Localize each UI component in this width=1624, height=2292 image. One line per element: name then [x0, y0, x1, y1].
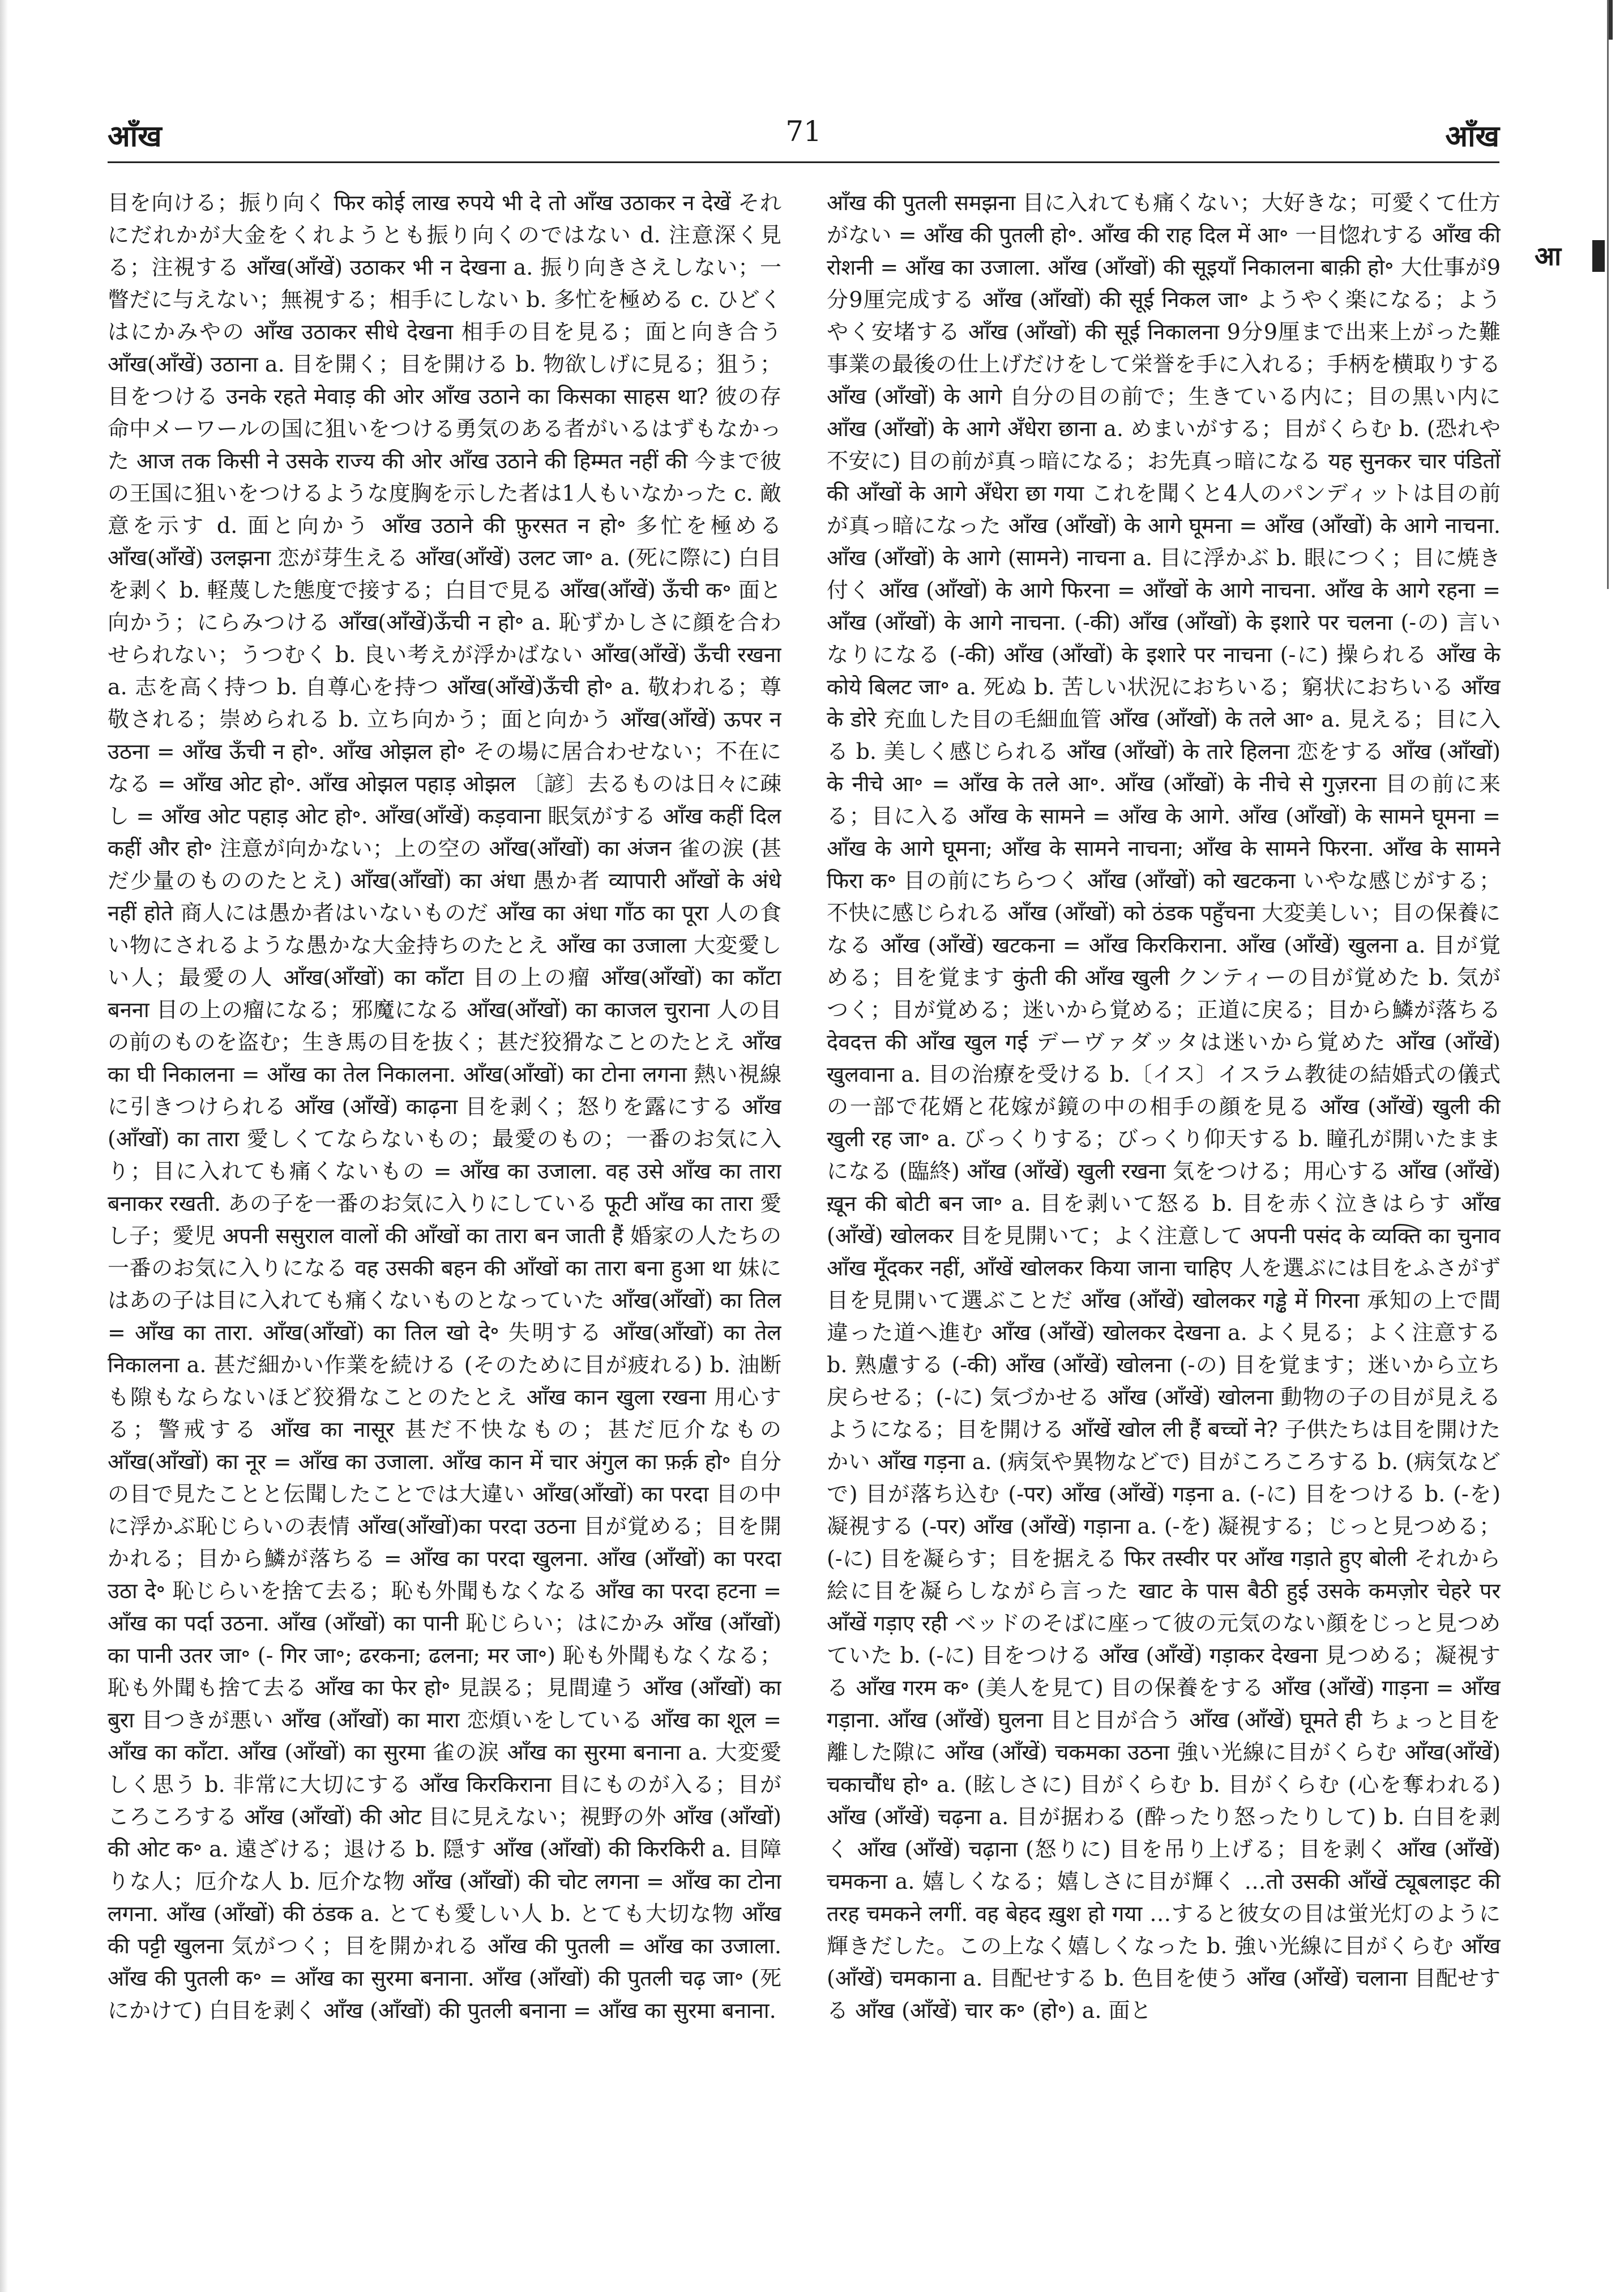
- right-running-headword: आँख: [1445, 119, 1499, 153]
- page-number: 71: [785, 115, 822, 148]
- left-column: [108, 187, 781, 2129]
- thumb-index-label: आ: [1535, 241, 1562, 271]
- page-header: [108, 110, 1499, 163]
- dictionary-body: [108, 187, 1501, 2129]
- edge-rule: [1607, 0, 1609, 589]
- scan-edge: [0, 0, 8, 2292]
- right-column: [827, 187, 1501, 2129]
- thumb-index-marker: [1592, 240, 1605, 272]
- left-column-text: 目を向ける；振り向く फिर कोई लाख रुपये भी दे तो आँख उठाकर न देखें それにだれかが大金をくれようとも振り向くのではない d. 注意深く見る；注視する आँख(आँखें) उठाकर भी न देखना a. 振り向きさえしない；一瞥だに与えない；無視する；相手にしない b. 多忙を極める c. ひどくはにかみやの आँख उठाकर सीधे देखना 相手の目を見る；面と向き合う आँख(आँखें) उठाना a. 目を開く；目を開ける b. 物欲しげに見る；狙う；目をつける उनके रहते मेवाड़ की ओर आँख उठाने का किसका साहस था? 彼の存命中メーワールの国に狙いをつける勇気のある者がいるはずもなかった आज तक किसी ने उसके राज्य की ओर आँख उठाने की हिम्मत नहीं की 今まで彼の王国に狙いをつけるような度胸を示した者は1人もいなかった c. 敵意を示す d. 面と向かう आँख उठाने की फ़ुरसत न हो॰ 多忙を極める आँख(आँखें) उलझना 恋が芽生える आँख(आँखें) उलट जा॰ a. (死に際に) 白目を剥く b. 軽蔑した態度で接する；白目で見る आँख(आँखें) ऊँची क॰ 面と向かう；にらみつける आँख(आँखें)ऊँची न हो॰ a. 恥ずかしさに顔を合わせられない；うつむく b. 良い考えが浮かばない आँख(आँखें) ऊँची रखना a. 志を高く持つ b. 自尊心を持つ आँख(आँखें)ऊँची हो॰ a. 敬われる；尊敬される；崇められる b. 立ち向かう；面と向かう आँख(आँखें) ऊपर न उठना = आँख ऊँची न हो॰. आँख ओझल हो॰ その場に居合わせない；不在になる = आँख ओट हो॰. आँख ओझल पहाड़ ओझल 〔諺〕去るものは日々に疎し = आँख ओट पहाड़ ओट हो॰. आँख(आँखें) कड़वाना 眠気がする आँख कहीं दिल कहीं और हो॰ 注意が向かない；上の空の आँख(आँखों) का अंजन 雀の涙 (甚だ少量のもののたとえ) आँख(आँखों) का अंधा 愚か者 व्यापारी आँखों के अंधे नहीं होते 商人には愚か者はいないものだ आँख का अंधा गाँठ का पूरा 人の食い物にされるような愚かな大金持ちのたとえ आँख का उजाला 大変愛しい人；最愛の人 आँख(आँखों) का काँटा 目の上の瘤 आँख(आँखों) का काँटा बनना 目の上の瘤になる；邪魔になる आँख(आँखों) का काजल चुराना 人の目の前のものを盗む；生き馬の目を抜く；甚だ狡猾なことのたとえ आँख का घी निकालना = आँख का तेल निकालना. आँख(आँखों) का टोना लगना 熱い視線に引きつけられる आँख (आँखें) काढ़ना 目を剥く；怒りを露にする आँख (आँखों) का तारा 愛しくてならないもの；最愛のもの；一番のお気に入り；目に入れても痛くないもの = आँख का उजाला. वह उसे आँख का तारा बनाकर रखती. あの子を一番のお気に入りにしている फूटी आँख का तारा 愛し子；愛児 अपनी ससुराल वालों की आँखों का तारा बन जाती हैं 婚家の人たちの一番のお気に入りになる वह उसकी बहन की आँखों का तारा बना हुआ था 妹にはあの子は目に入れても痛くないものとなっていた आँख(आँखों) का तिल = आँख का तारा. आँख(आँखों) का तिल खो दे॰ 失明する आँख(आँखों) का तेल निकालना a. 甚だ細かい作業を続ける (そのために目が疲れる) b. 油断も隙もならないほど狡猾なことのたとえ आँख कान खुला रखना 用心する；警戒する आँख का नासूर 甚だ不快なもの；甚だ厄介なもの आँख(आँखों) का नूर = आँख का उजाला. आँख कान में चार अंगुल का फ़र्क़ हो॰ 自分の目で見たことと伝聞したことでは大違い आँख(आँखों) का परदा 目の中に浮かぶ恥じらいの表情 आँख(आँखों)का परदा उठना 目が覚める；目を開かれる；目から鱗が落ちる = आँख का परदा खुलना. आँख (आँखों) का परदा उठा दे॰ 恥じらいを捨て去る；恥も外聞もなくなる आँख का परदा हटना = आँख का पर्दा उठना. आँख (आँखों) का पानी 恥じらい；はにかみ आँख (आँखों) का पानी उतर जा॰ (- गिर जा॰; ढरकना; ढलना; मर जा॰) 恥も外聞もなくなる；恥も外聞も捨て去る आँख का फेर हो॰ 見誤る；見間違う आँख (आँखों) का बुरा 目つきが悪い आँख (आँखों) का मारा 恋煩いをしている आँख का शूल = आँख का काँटा. आँख (आँखों) का सुरमा 雀の涙 आँख का सुरमा बनाना a. 大変愛しく思う b. 非常に大切にする आँख किरकिराना 目にものが入る；目がころころする आँख (आँखों) की ओट 目に見えない；視野の外 आँख (आँखों) की ओट क॰ a. 遠ざける；退ける b. 隠す आँख (आँखों) की किरकिरी a. 目障りな人；厄介な人 b. 厄介な物 आँख (आँखों) की चोट लगना = आँख का टोना लगना. आँख (आँखों) की ठंडक a. とても愛しい人 b. とても大切な物 आँख की पट्टी खुलना 気がつく；目を開かれる आँख की पुतली = आँख का उजाला. आँख की पुतली क॰ = आँख का सुरमा बनाना. आँख (आँखों) की पुतली चढ़ जा॰ (死にかけて) 白目を剥く आँख (आँखों) की पुतली बनाना = आँख का सुरमा बनाना.: [108, 190, 781, 2023]
- left-running-headword: आँख: [108, 119, 162, 153]
- right-column-text: आँख की पुतली समझना 目に入れても痛くない；大好きな；可愛くて仕方がない = आँख की पुतली हो॰. आँख की राह दिल में आ॰ 一目惚れする आँख की रोशनी = आँख का उजाला. आँख (आँखों) की सूइयाँ निकालना बाक़ी हो॰ 大仕事が9分9厘完成する आँख (आँखों) की सूई निकल जा॰ ようやく楽になる；ようやく安堵する आँख (आँखों) की सूई निकालना 9分9厘まで出来上がった難事業の最後の仕上げだけをして栄誉を手に入れる；手柄を横取りする आँख (आँखों) के आगे 自分の目の前で；生きている内に；目の黒い内に आँख (आँखों) के आगे अँधेरा छाना a. めまいがする；目がくらむ b. (恐れや不安に) 目の前が真っ暗になる；お先真っ暗になる यह सुनकर चार पंडितों की आँखों के आगे अँधेरा छा गया これを聞くと4人のパンディットは目の前が真っ暗になった आँख (आँखों) के आगे घूमना = आँख (आँखों) के आगे नाचना. आँख (आँखों) के आगे (सामने) नाचना a. 目に浮かぶ b. 眼につく；目に焼き付く आँख (आँखों) के आगे फिरना = आँखों के आगे नाचना. आँख के आगे रहना = आँख (आँखों) के आगे नाचना. (-की) आँख (आँखों) के इशारे पर चलना (-の) 言いなりになる (-की) आँख (आँखों) के इशारे पर नाचना (-に) 操られる आँख के कोये बिलट जा॰ a. 死ぬ b. 苦しい状況におちいる；窮状におちいる आँख के डोरे 充血した目の毛細血管 आँख (आँखों) के तले आ॰ a. 見える；目に入る b. 美しく感じられる आँख (आँखों) के तारे हिलना 恋をする आँख (आँखों) के नीचे आ॰ = आँख के तले आ॰. आँख (आँखों) के नीचे से गुज़रना 目の前に来る；目に入る आँख के सामने = आँख के आगे. आँख (आँखों) के सामने घूमना = आँख के आगे घूमना; आँख के सामने नाचना; आँख के सामने फिरना. आँख के सामने फिरा क॰ 目の前にちらつく आँख (आँखों) को खटकना いやな感じがする；不快に感じられる आँख (आँखों) को ठंडक पहुँचना 大変美しい；目の保養になる आँख (आँखें) खटकना = आँख किरकिराना. आँख (आँखें) खुलना a. 目が覚める；目を覚ます कुंती की आँख खुली クンティーの目が覚めた b. 気がつく；目が覚める；迷いから覚める；正道に戻る；目から鱗が落ちる देवदत्त की आँख खुल गई デーヴァダッタは迷いから覚めた आँख (आँखें) खुलवाना a. 目の治療を受ける b.〔イス〕イスラム教徒の結婚式の儀式の一部で花婿と花嫁が鏡の中の相手の顔を見る आँख (आँखें) खुली की खुली रह जा॰ a. びっくりする；びっくり仰天する b. 瞳孔が開いたままになる (臨終) आँख (आँखें) खुली रखना 気をつける；用心する आँख (आँखें) ख़ून की बोटी बन जा॰ a. 目を剥いて怒る b. 目を赤く泣きはらす आँख (आँखें) खोलकर 目を見開いて；よく注意して अपनी पसंद के व्यक्ति का चुनाव आँख मूँदकर नहीं, आँखें खोलकर किया जाना चाहिए 人を選ぶには目をふさがず目を見開いて選ぶことだ आँख (आँखें) खोलकर गड्ढे में गिरना 承知の上で間違った道へ進む आँख (आँखें) खोलकर देखना a. よく見る；よく注意する b. 熟慮する (-की) आँख (आँखें) खोलना (-の) 目を覚ます；迷いから立ち戻らせる；(-に) 気づかせる आँख (आँखें) खोलना 動物の子の目が見えるようになる；目を開ける आँखें खोल ली हैं बच्चों ने? 子供たちは目を開けたかい आँख गड़ना a. (病気や異物などで) 目がころころする b. (病気などで) 目が落ち込む (-पर) आँख (आँखें) गड़ना a. (-に) 目をつける b. (-を) 凝視する (-पर) आँख (आँखें) गड़ाना a. (-を) 凝視する；じっと見つめる；(-に) 目を凝らす；目を据える फिर तस्वीर पर आँख गड़ाते हुए बोली それから絵に目を凝らしながら言った खाट के पास बैठी हुई उसके कमज़ोर चेहरे पर आँखें गड़ाए रही ベッドのそばに座って彼の元気のない顔をじっと見つめていた b. (-に) 目をつける आँख (आँखें) गड़ाकर देखना 見つめる；凝視する आँख गरम क॰ (美人を見て) 目の保養をする आँख (आँखें) गाड़ना = आँख गड़ाना. आँख (आँखें) घुलना 目と目が合う आँख (आँखें) घूमते ही ちょっと目を離した隙に आँख (आँखें) चकमका उठना 強い光線に目がくらむ आँख(आँखें) चकाचौंध हो॰ a. (眩しさに) 目がくらむ b. 目がくらむ (心を奪われる) आँख (आँखें) चढ़ना a. 目が据わる (酔ったり怒ったりして) b. 白目を剥く आँख (आँखें) चढ़ाना (怒りに) 目を吊り上げる；目を剥く आँख (आँखें) चमकना a. 嬉しくなる；嬉しさに目が輝く …तो उसकी आँखें ट्यूबलाइट की तरह चमकने लगीं. वह बेहद ख़ुश हो गया …すると彼女の目は蛍光灯のように輝きだした。この上なく嬉しくなった b. 強い光線に目がくらむ आँख (आँखें) चमकाना a. 目配せする b. 色目を使う आँख (आँखें) चलाना 目配せする आँख (आँखें) चार क॰ (हो॰) a. 面と: [827, 190, 1501, 2023]
